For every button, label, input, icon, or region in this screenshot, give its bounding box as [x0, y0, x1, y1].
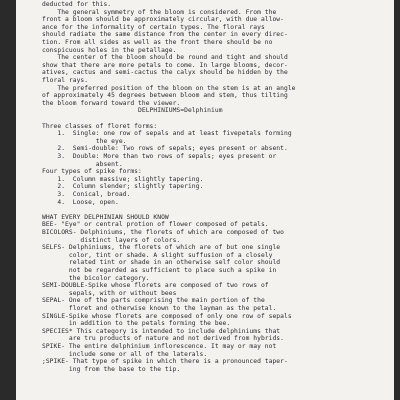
text-line: atives, cactus and semi-cactus the calyx should be hidden by the	[42, 69, 288, 77]
text-line: 1. Column massive; slightly tapering.	[42, 175, 204, 183]
text-line: SINGLE-Spike whose florets are composed of only one row of sepals	[42, 312, 292, 320]
text-line: SPECIES* This category is intended to include delphiniums that	[42, 327, 281, 335]
text-line: distinct layers of colors.	[42, 236, 181, 244]
text-line: SEPAL- One of the parts comprising the main portion of the	[42, 297, 265, 305]
text-line: floral rays.	[42, 77, 89, 84]
text-line: 1. Single: one row of sepals and at least fivepetals forming	[42, 130, 292, 138]
text-line: the eye.	[42, 137, 127, 145]
text-line: BICOLORS- Delphiniums, the florets of which are composed of two	[42, 229, 284, 236]
text-line: Three classes of floret forms:	[42, 122, 158, 130]
text-line: in addition to the petals forming the bee.	[42, 320, 231, 328]
text-line: conspicuous holes in the petallage.	[42, 46, 177, 54]
text-line: front a bloom should be approximately circular, with due allow-	[42, 16, 284, 24]
text-line: SPIKE- The entire delphinium inflorescence. It may or may not	[42, 343, 277, 350]
text-line: deducted for this.	[42, 1, 112, 8]
text-line: DELPHINIUMS=Delphinium	[42, 107, 223, 115]
text-line: color, tint or shade. A slight suffusion of a closely	[42, 251, 273, 259]
text-line: are tru products of nature and not derived from hybrids.	[42, 335, 284, 343]
text-line: ;SPIKE- That type of spike in which there is a pronounced taper-	[42, 358, 288, 366]
text-line: The general symmetry of the bloom is considered. From the	[42, 8, 277, 16]
text-line: SEMI-DOUBLE-Spike whose florets are composed of two rows of	[42, 282, 269, 290]
text-line: should radiate the same distance from the center in every direc-	[42, 31, 288, 39]
text-line: BEE- "Eye" or central protion of flower composed of petals.	[42, 221, 269, 229]
text-line: show that there are more petals to come. In large blooms, decor-	[42, 61, 288, 69]
text-line: The center of the bloom should be round and tight and should	[42, 54, 288, 62]
text-line: related tint or shade in an otherwise self color should	[42, 259, 281, 267]
text-line: 3. Conical, broad.	[42, 191, 131, 198]
text-line: tion. From all sides as well as the front there should be no	[42, 39, 273, 46]
text-line: WHAT EVERY DELPHINIAN SHOULD KNOW	[42, 213, 169, 221]
text-line: include some or all of the laterals.	[42, 350, 208, 358]
text-line: the bicolor category.	[42, 274, 150, 282]
text-line: ing from the base to the tip.	[42, 365, 181, 373]
text-line: 2. Semi-double: Two rows of sepals; eyes present or absent.	[42, 145, 288, 153]
text-line: of approximately 45 degrees between bloom and stem, thus tilting	[42, 92, 288, 100]
text-line: not be regarded as sufficient to place such a spike in	[42, 267, 277, 274]
text-line: the bloom forward toward the viewer.	[42, 99, 181, 107]
text-line: sepals, with or without bees	[42, 289, 177, 297]
text-line: The preferred position of the bloom on the stem is at an angle	[42, 84, 296, 92]
text-line: absent.	[42, 160, 123, 168]
text-line: 2. Column slender; slightly tapering.	[42, 183, 204, 191]
text-line: Four types of spike forms:	[42, 168, 142, 176]
text-line: 3. Double: More than two rows of sepals; eyes present or	[42, 153, 277, 160]
text-line: 4. Loose, open.	[42, 198, 119, 206]
text-line: floret and otherwise known to the layman as the petal.	[42, 305, 277, 312]
text-line: ance for the informality of certain types. The floral rays	[42, 23, 265, 31]
text-line: SELFS- Delphiniums, the florets of which are of but one single	[42, 244, 281, 252]
document-page	[16, 0, 394, 400]
